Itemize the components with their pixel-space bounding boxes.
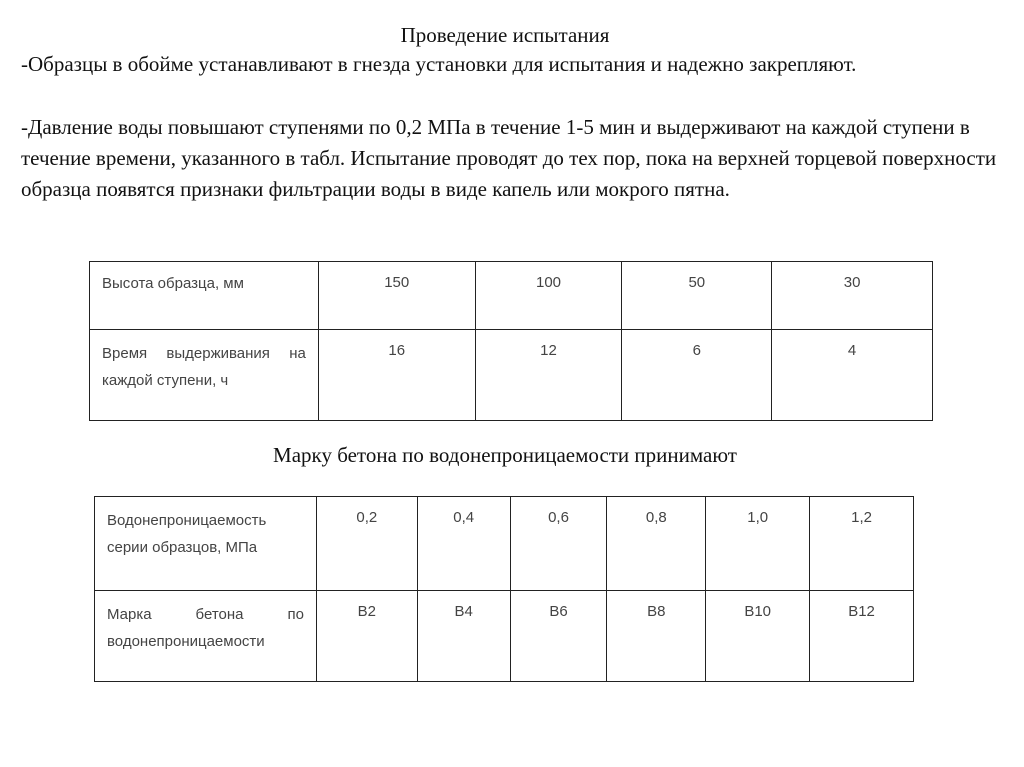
- table-cell: 4: [772, 330, 933, 421]
- table-cell: 150: [318, 262, 475, 330]
- table-cell: В2: [316, 591, 417, 682]
- table-cell: 1,2: [810, 497, 914, 591]
- table-cell: В8: [607, 591, 706, 682]
- concrete-grade-table: [94, 496, 914, 682]
- table-row: [90, 330, 933, 421]
- table-row: [90, 262, 933, 330]
- slide-title: Проведение испытания: [400, 23, 610, 47]
- table-cell: В10: [706, 591, 810, 682]
- table-row: [95, 591, 914, 682]
- table-cell: 12: [475, 330, 622, 421]
- section-heading: Марку бетона по водонепроницаемости принимают: [273, 443, 737, 467]
- table-cell: 0,2: [316, 497, 417, 591]
- table-cell: 50: [622, 262, 772, 330]
- paragraph-pressure: -Давление воды повышают ступенями по 0,2 МПа в течение 1-5 мин и выдерживают на каждой ступени в течение времени, указанного в табл. Испытание проводят до тех пор, пока на верхней торцевой поверхности образца появятся признаки фильтрации воды в виде капель или мокрого пятна.: [21, 115, 997, 201]
- table-cell: В4: [417, 591, 510, 682]
- table-row: [95, 497, 914, 591]
- table-cell: 30: [772, 262, 933, 330]
- table-cell: 100: [475, 262, 622, 330]
- table-cell: 0,6: [510, 497, 607, 591]
- holding-time-label: Время выдерживания на каждой ступени, ч: [90, 330, 319, 421]
- table-cell: 0,4: [417, 497, 510, 591]
- table-cell: В12: [810, 591, 914, 682]
- water-resistance-label: Водонепроницаемость серии образцов, МПа: [95, 497, 317, 591]
- table-cell: 0,8: [607, 497, 706, 591]
- table-cell: 16: [318, 330, 475, 421]
- concrete-grade-label: Марка бетона по водонепроницаемости: [95, 591, 317, 682]
- table-cell: В6: [510, 591, 607, 682]
- holding-time-table: [89, 261, 933, 421]
- sample-height-label: Высота образца, мм: [90, 262, 319, 330]
- table-cell: 6: [622, 330, 772, 421]
- table-cell: 1,0: [706, 497, 810, 591]
- paragraph-mounting: -Образцы в обойме устанавливают в гнезда установки для испытания и надежно закрепляют.: [21, 52, 857, 76]
